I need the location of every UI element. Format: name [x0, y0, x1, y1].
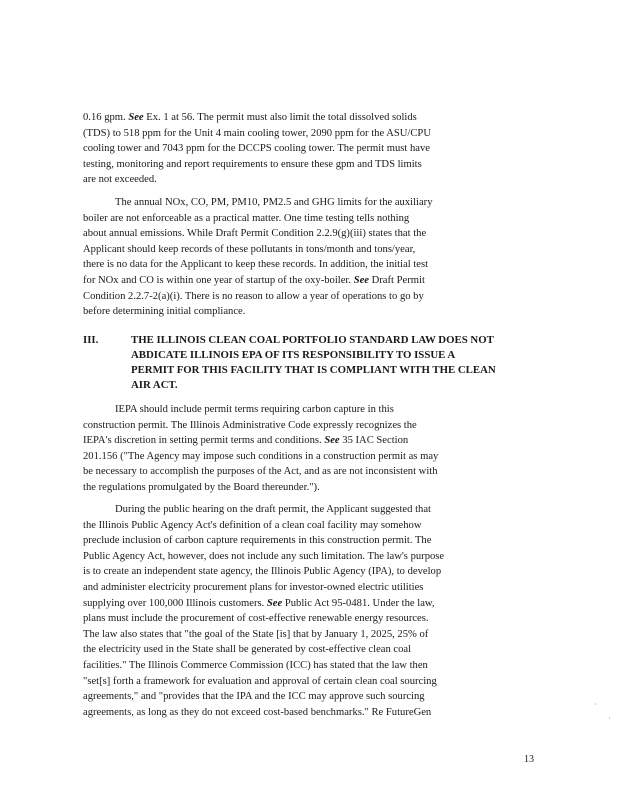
- text-line: preclude inclusion of carbon capture requirements in this construction permit. The: [83, 535, 432, 547]
- text-line: agreements, as long as they do not exceed cost-based benchmarks." Re FutureGen: [83, 706, 432, 718]
- text-line: there is no data for the Applicant to keep these records. In addition, the initial test: [83, 259, 429, 271]
- text-line: construction permit. The Illinois Administrative Code expressly recognizes the: [83, 419, 417, 431]
- text-line: the regulations promulgated by the Board thereunder.").: [83, 481, 320, 493]
- text-line: IEPA's discretion in setting permit terms and conditions. See 35 IAC Section: [83, 435, 409, 447]
- text-line: the electricity used in the State shall be generated by cost-effective clean coal: [83, 644, 412, 656]
- text-line: agreements," and "provides that the IPA and the ICC may approve such sourcing: [83, 691, 425, 703]
- see-signal: See: [266, 597, 283, 609]
- paragraph-auxiliary-boiler: [83, 195, 538, 320]
- text-line: testing, monitoring and report requirements to ensure these gpm and TDS limits: [83, 158, 422, 170]
- text-line: 0.16 gpm. See Ex. 1 at 56. The permit must also limit the total dissolved solids: [83, 112, 417, 123]
- text-line: the Illinois Public Agency Act's definition of a clean coal facility may somehow: [83, 519, 422, 531]
- text-line: is to create an independent state agency, the Illinois Public Agency (IPA), to develop: [83, 566, 442, 578]
- page-number: 13: [524, 754, 534, 765]
- paragraph-cooling-tower-limits: [83, 110, 538, 188]
- text-line: IEPA should include permit terms requiring carbon capture in this: [115, 404, 394, 415]
- heading-line: AIR ACT.: [131, 379, 178, 391]
- text-line: for NOx and CO is within one year of startup of the oxy-boiler. See Draft Permit: [83, 274, 425, 286]
- text-line: supplying over 100,000 Illinois customers. See Public Act 95-0481. Under the law,: [83, 597, 435, 609]
- text-line: 201.156 ("The Agency may impose such conditions in a construction permit as may: [83, 450, 439, 462]
- text-line: "set[s] forth a framework for evaluation and approval of certain clean coal sourcing: [83, 675, 437, 687]
- scan-speck: ·: [608, 714, 611, 723]
- see-signal: See: [324, 435, 340, 447]
- text-line: be necessary to accomplish the purposes of the Act, and as are not inconsistent with: [83, 466, 438, 478]
- paragraph-public-agency-act: [83, 502, 538, 720]
- text-line: Applicant should keep records of these pollutants in tons/month and tons/year,: [83, 243, 416, 255]
- text-line: about annual emissions. While Draft Permit Condition 2.2.9(g)(iii) states that the: [83, 228, 427, 240]
- text-line: The law also states that "the goal of the State [is] that by January 1, 2025, 25% of: [83, 628, 429, 640]
- see-signal: See: [353, 274, 369, 286]
- text-line: Condition 2.2.7-2(a)(i). There is no reason to allow a year of operations to go by: [83, 290, 424, 302]
- text-line: are not exceeded.: [83, 174, 157, 186]
- text-line: boiler are not enforceable as a practical matter. One time testing tells nothing: [83, 212, 410, 224]
- paragraph-iepa-discretion: [83, 402, 538, 496]
- section-heading: [131, 333, 541, 393]
- text-line: plans must include the procurement of cost-effective renewable energy resources.: [83, 613, 429, 625]
- text-line: The annual NOx, CO, PM, PM10, PM2.5 and GHG limits for the auxiliary: [115, 197, 433, 208]
- scan-speck: ·: [594, 700, 597, 709]
- see-signal: See: [128, 112, 144, 123]
- text-line: facilities." The Illinois Commerce Commission (ICC) has stated that the law then: [83, 659, 428, 671]
- text-line: before determining initial compliance.: [83, 306, 246, 318]
- text-line: (TDS) to 518 ppm for the Unit 4 main cooling tower, 2090 ppm for the ASU/CPU: [83, 127, 431, 139]
- heading-line: PERMIT FOR THIS FACILITY THAT IS COMPLIANT WITH THE CLEAN: [131, 364, 496, 376]
- text-line: and administer electricity procurement plans for investor-owned electric utilities: [83, 581, 424, 593]
- text-line: Public Agency Act, however, does not include any such limitation. The law's purpose: [83, 550, 445, 562]
- text-line: During the public hearing on the draft permit, the Applicant suggested that: [115, 504, 431, 515]
- heading-line: THE ILLINOIS CLEAN COAL PORTFOLIO STANDARD LAW DOES NOT: [131, 334, 494, 346]
- section-number: III.: [83, 334, 99, 346]
- heading-line: ABDICATE ILLINOIS EPA OF ITS RESPONSIBILITY TO ISSUE A: [131, 349, 456, 361]
- text-line: cooling tower and 7043 ppm for the DCCPS cooling tower. The permit must have: [83, 143, 430, 155]
